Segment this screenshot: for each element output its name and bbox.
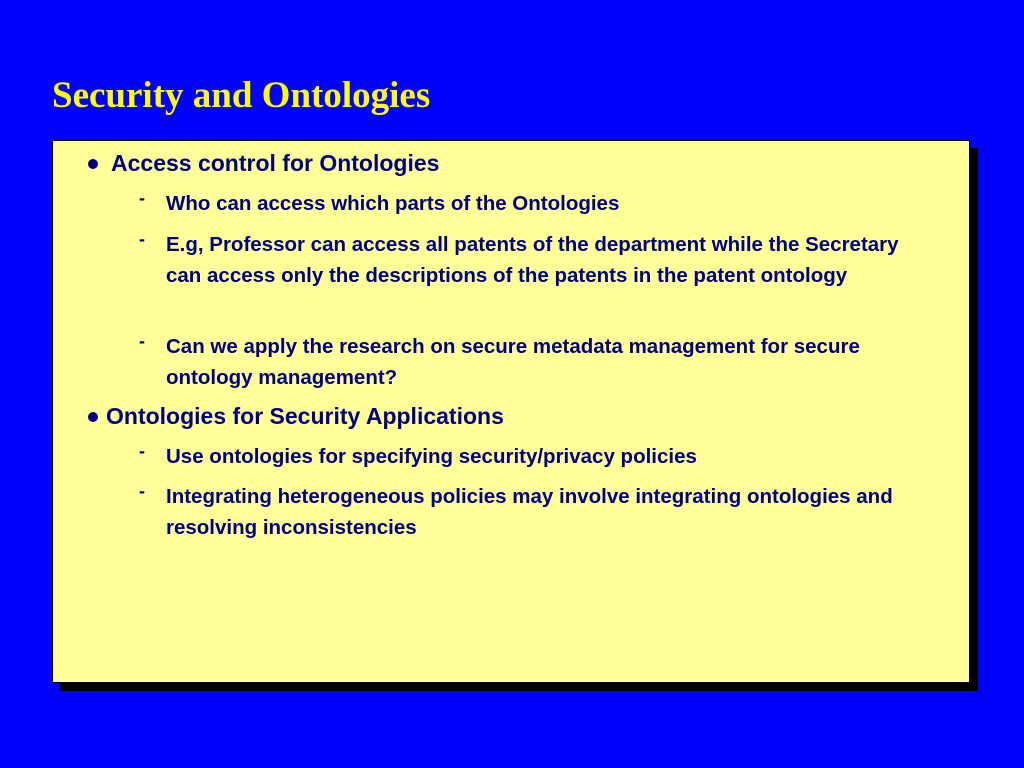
sub-bullet-text: Can we apply the research on secure metadata management for secure ontology management? [166,335,860,389]
bullet-dot-icon [88,412,98,422]
slide-title: Security and Ontologies [52,75,431,116]
sub-bullet-example-professor [139,229,939,291]
bullet-access-control [88,149,439,177]
bullet-text: Access control for Ontologies [111,150,440,176]
sub-bullet-secure-metadata [139,331,939,393]
sub-bullet-text: Who can access which parts of the Ontologies [166,192,620,215]
dash-icon: - [139,441,145,461]
sub-bullet-specifying-policies [139,441,939,472]
dash-icon: - [139,229,145,249]
bullet-dot-icon [88,159,98,169]
bullet-text: Ontologies for Security Applications [106,403,504,429]
dash-icon: - [139,331,145,351]
dash-icon: - [139,481,145,501]
sub-bullet-text: Integrating heterogeneous policies may involve integrating ontologies and resolving inconsistencies [166,485,893,539]
dash-icon: - [139,188,145,208]
sub-bullet-integrating-policies [139,481,939,543]
content-box [52,140,970,683]
sub-bullet-text: Use ontologies for specifying security/privacy policies [166,445,697,468]
bullet-security-applications [88,402,504,430]
sub-bullet-text: E.g, Professor can access all patents of the department while the Secretary can access only the descriptions of the patents in the patent ontology [166,233,899,287]
sub-bullet-who-can-access [139,188,939,219]
